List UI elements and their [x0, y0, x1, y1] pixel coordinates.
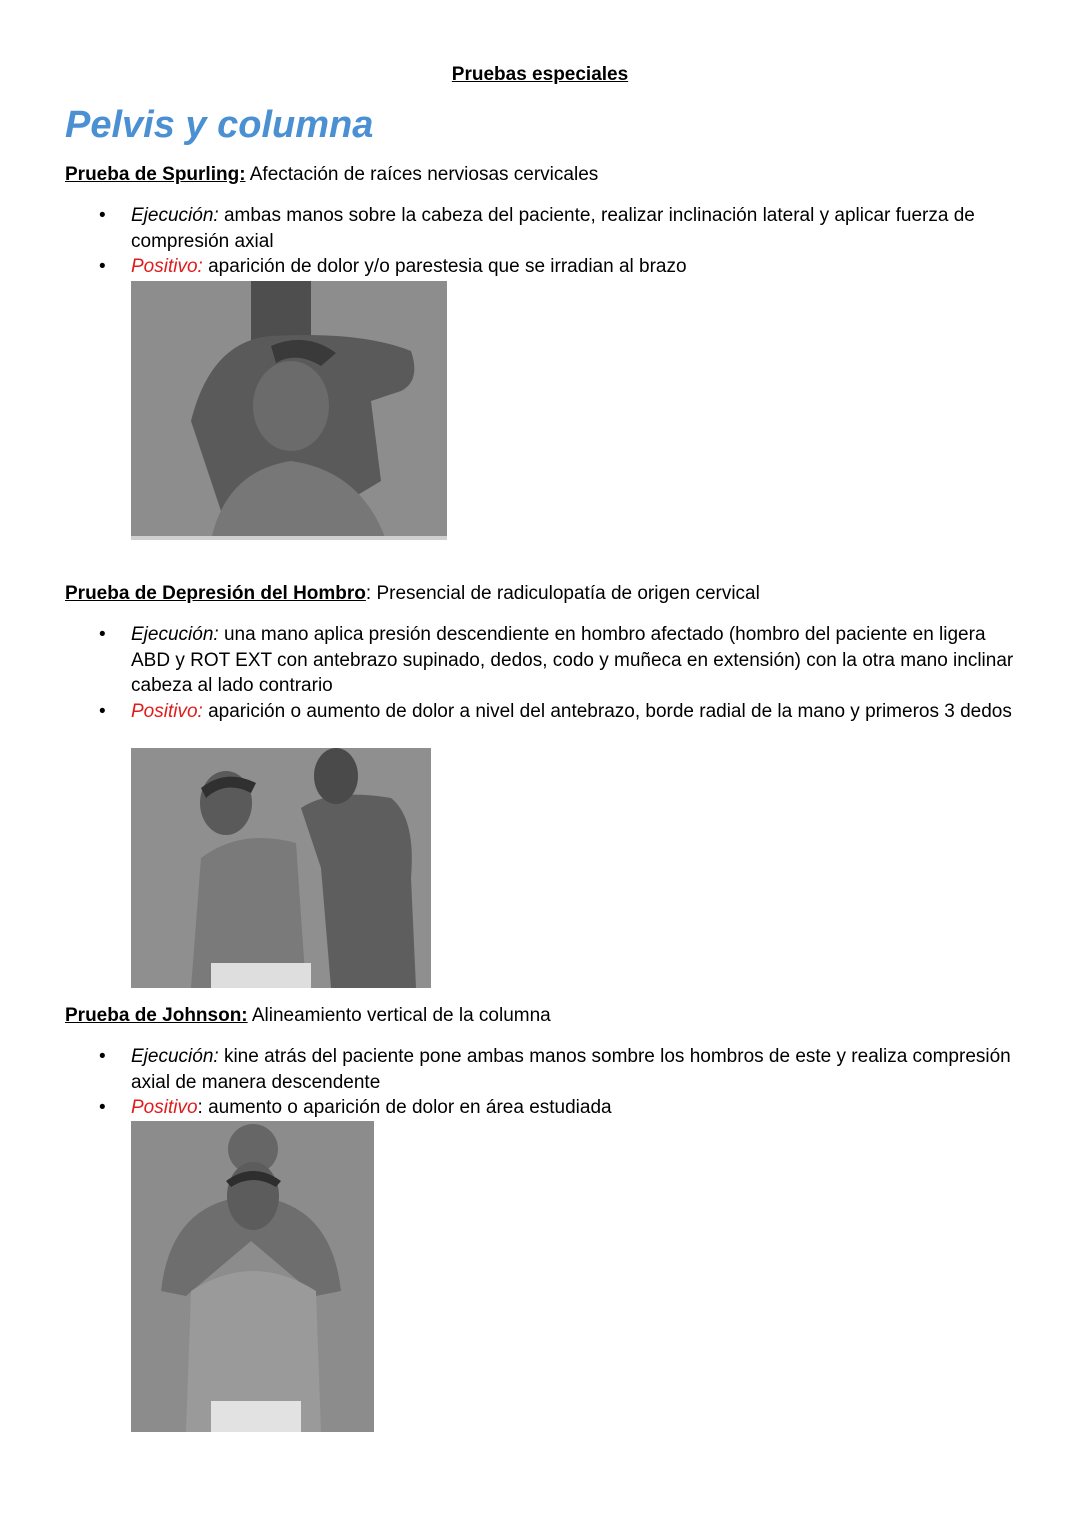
positive-item	[131, 254, 1015, 280]
test-bullets	[65, 622, 1015, 724]
test-heading	[65, 582, 1015, 606]
execution-text: kine atrás del paciente pone ambas manos sombre los hombros de este y realiza compresión axial de manera descendente	[131, 1046, 1011, 1093]
positive-text: aparición o aumento de dolor a nivel del antebrazo, borde radial de la mano y primeros 3 dedos	[202, 700, 1012, 722]
test-spurling	[65, 163, 1015, 280]
positive-item	[131, 1095, 1015, 1121]
photo-johnson-test	[131, 1121, 374, 1432]
test-heading	[65, 1004, 1015, 1028]
positive-label: Positivo	[131, 1097, 198, 1118]
test-bullets	[65, 1044, 1015, 1121]
test-shoulder-depression	[65, 582, 1015, 724]
photo-spurling-test	[131, 281, 447, 540]
test-description: Afectación de raíces nerviosas cervicales	[245, 164, 599, 185]
page-header: Pruebas especiales	[451, 64, 629, 85]
test-description: Alineamiento vertical de la columna	[247, 1005, 551, 1026]
positive-text: : aumento o aparición de dolor en área estudiada	[197, 1097, 612, 1118]
execution-item	[131, 203, 1015, 254]
positive-item	[131, 699, 1015, 725]
test-johnson	[65, 1004, 1015, 1121]
test-name: Prueba de Depresión del Hombro	[65, 583, 366, 604]
test-name: Prueba de Johnson:	[65, 1005, 248, 1026]
positive-label: Positivo:	[131, 700, 203, 722]
test-name: Prueba de Spurling:	[65, 164, 246, 185]
test-heading	[65, 163, 1015, 187]
execution-label: Ejecución:	[131, 205, 219, 226]
execution-text: ambas manos sobre la cabeza del paciente, realizar inclinación lateral y aplicar fuerza de compresión axial	[131, 205, 975, 252]
positive-label: Positivo:	[131, 256, 203, 277]
test-bullets	[65, 203, 1015, 280]
test-description: : Presencial de radiculopatía de origen cervical	[365, 583, 760, 604]
execution-item	[131, 1044, 1015, 1095]
execution-item	[131, 622, 1015, 699]
execution-label: Ejecución:	[131, 1046, 219, 1067]
execution-text: una mano aplica presión descendiente en hombro afectado (hombro del paciente en ligera ABD y ROT EXT con antebrazo supinado, dedos, codo y muñeca en extensión) con la otra mano inclinar cabeza al lado contrario	[131, 624, 1014, 696]
photo-shoulder-depression-test	[131, 748, 431, 988]
execution-label: Ejecución:	[131, 624, 219, 645]
positive-text: aparición de dolor y/o parestesia que se irradian al brazo	[202, 256, 687, 277]
section-title: Pelvis y columna	[65, 104, 374, 146]
